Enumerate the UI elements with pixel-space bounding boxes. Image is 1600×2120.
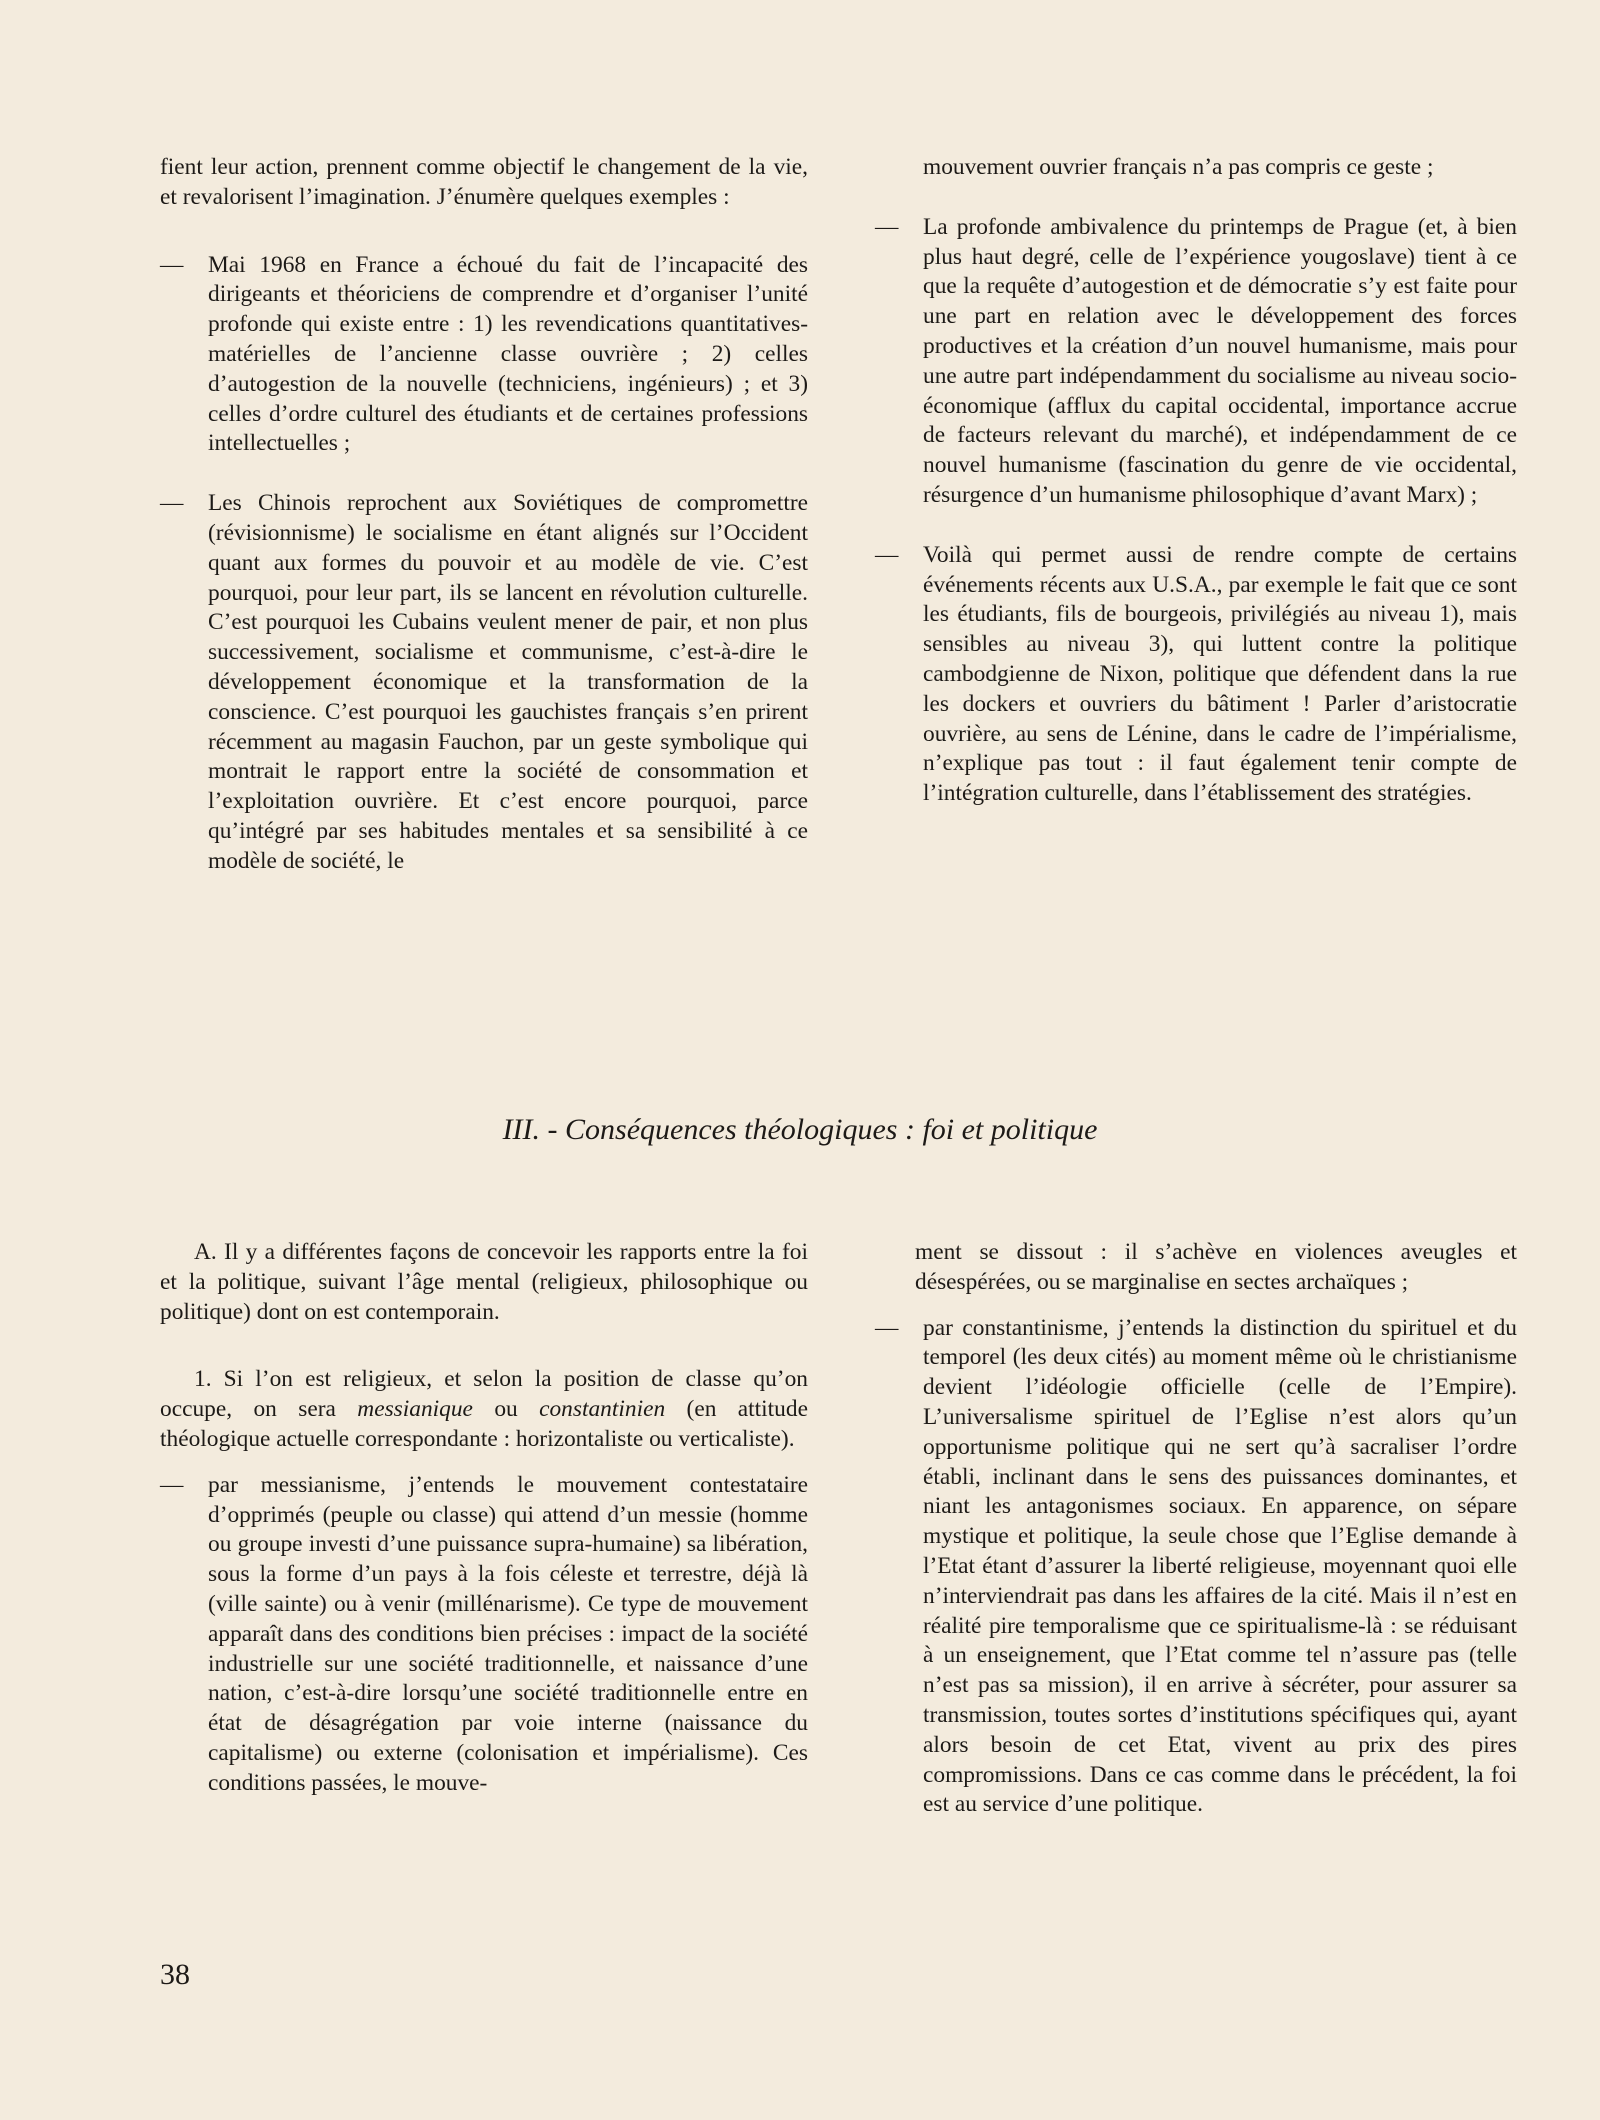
continuation-paragraph: mouvement ouvrier français n’a pas compris ce geste ; bbox=[923, 154, 1434, 180]
list-item bbox=[875, 541, 1517, 809]
word-ou: ou bbox=[494, 1396, 518, 1423]
bottom-right-column bbox=[875, 1238, 1517, 1820]
top-right-column bbox=[875, 153, 1517, 809]
list-item-text: La profonde ambivalence du printemps de Prague (et, à bien plus haut degré, celle de l’expérience yougoslave) tient à ce que la requête d’autogestion et de démocratie s’y est faite pour une part en relation avec le développement des forces productives et la création d’un nouvel humanisme, mais pour une autre part indépendamment du socialisme au niveau socio-économique (afflux du capital occidental, importance accrue de facteurs relevant du marché), et indépendamment de ce nouvel humanisme (fascination du genre de vie occidental, résurgence d’un humanisme philosophique d’avant Marx) ; bbox=[923, 213, 1517, 508]
top-left-column bbox=[160, 153, 808, 877]
dash-marker: — bbox=[875, 541, 899, 568]
list-item-text: par messianisme, j’entends le mouvement contestataire d’opprimés (peuple ou classe) qui attend d’un messie (homme ou groupe investi d’une puissance supra-humaine) sa libération, sous la forme d’un pays à la fois céleste et terrestre, déjà là (ville sainte) ou à venir (millénarisme). Ce type de mouvement apparaît dans des conditions bien précises : impact de la société industrielle sur une société traditionnelle, et naissance d’une nation, c’est-à-dire lorsqu’une société traditionnelle entre en état de désagrégation par voie interne (naissance du capitalisme) ou externe (colonisation et impérialisme). Ces conditions passées, le mouve- bbox=[208, 1471, 808, 1796]
section-heading: III. - Conséquences théologiques : foi et politique bbox=[502, 1113, 1098, 1146]
list-item bbox=[160, 251, 808, 460]
list-item-text: par constantinisme, j’entends la distinction du spirituel et du temporel (les deux cités) au moment même où le christianisme devient l’idéologie officielle (celle de l’Empire). L’universalisme spirituel de l’Eglise n’est alors qu’un opportunisme politique qui ne sert qu’à sacraliser l’ordre établi, inclinant dans le sens des puissances dominantes, et niant les antagonismes sociaux. En apparence, on sépare mystique et politique, la seule chose que l’Eglise demande à l’Etat étant d’assurer la liberté religieuse, moyennant quoi elle n’interviendrait pas dans les affaires de la cité. Mais il n’est en réalité pire temporalisme que ce spiritualisme-là : se réduisant à un enseignement, que l’Etat comme tel n’assure pas (telle n’est pas sa mission), il en arrive à sécréter, pour assurer sa transmission, toutes sortes d’institutions spécifiques qui, ayant alors besoin de cet Etat, vivent au prix des pires compromissions. Dans ce cas comme dans le précédent, la foi est au service d’une politique. bbox=[923, 1314, 1517, 1818]
term-constantinien: constantinien bbox=[539, 1396, 666, 1423]
list-item-text: Les Chinois reprochent aux Soviétiques de compromettre (révisionnisme) le socialisme en étant alignés sur l’Occident quant aux formes du pouvoir et au modèle de vie. C’est pourquoi, pour leur part, ils se lancent en révolution culturelle. C’est pourquoi les Cubains veulent mener de pair, et non plus successivement, socialisme et communisme, c’est-à-dire le développement économique et la transformation de la conscience. C’est pourquoi les gauchistes français s’en prirent récemment au magasin Fauchon, par un geste symbolique qui montrait le rapport entre la société de consommation et l’exploitation ouvrière. Et c’est encore pourquoi, parce qu’intégré par ses habitudes mentales et sa sensibilité à ce modèle de société, le bbox=[208, 490, 808, 874]
paragraph-1-start: 1. Si l’on est religieux, et selon la position de classe qu’on occupe, on sera bbox=[160, 1366, 808, 1423]
paragraph-1-end: (en attitude théologique actuelle correspondante : horizontaliste ou verticaliste). bbox=[160, 1396, 808, 1452]
intro-paragraph: fient leur action, prennent comme objectif le changement de la vie, et revalorisent l’imagination. J’énumère quelques exemples : bbox=[160, 154, 808, 210]
continuation-paragraph: ment se dissout : il s’achève en violences aveugles et désespérées, ou se marginalise en sectes archaïques ; bbox=[915, 1239, 1517, 1295]
list-item bbox=[160, 489, 808, 876]
dash-marker: — bbox=[160, 490, 184, 517]
term-messianique: messianique bbox=[357, 1396, 473, 1423]
dash-marker: — bbox=[160, 251, 184, 278]
paragraph-a: A. Il y a différentes façons de concevoir les rapports entre la foi et la politique, suivant l’âge mental (religieux, philosophique ou politique) dont on est contemporain. bbox=[160, 1239, 808, 1325]
list-item bbox=[875, 1314, 1517, 1821]
page-number: 38 bbox=[160, 1958, 190, 1991]
dash-marker: — bbox=[875, 1314, 899, 1341]
bottom-left-column bbox=[160, 1238, 808, 1799]
list-item bbox=[875, 213, 1517, 511]
list-item-text: Voilà qui permet aussi de rendre compte de certains événements récents aux U.S.A., par exemple le fait que ce sont les étudiants, fils de bourgeois, privilégiés au niveau 1), mais sensibles au niveau 3), qui luttent contre la politique cambodgienne de Nixon, politique que défendent dans la rue les dockers et ouvriers du bâtiment ! Parler d’aristocratie ouvrière, au sens de Lénine, dans le cadre de l’impérialisme, n’explique pas tout : il faut également tenir compte de l’intégration culturelle, dans l’établissement des stratégies. bbox=[923, 541, 1517, 807]
dash-marker: — bbox=[160, 1471, 184, 1498]
paragraph-1 bbox=[160, 1365, 808, 1454]
dash-marker: — bbox=[875, 213, 899, 240]
list-item-text: Mai 1968 en France a échoué du fait de l’incapacité des dirigeants et théoriciens de comprendre et d’organiser l’unité profonde qui existe entre : 1) les revendications quantitatives-matérielles de l’ancienne classe ouvrière ; 2) celles d’autogestion de la nouvelle (techniciens, ingénieurs) ; et 3) celles d’ordre culturel des étudiants et de certaines professions intellectuelles ; bbox=[208, 251, 808, 457]
list-item bbox=[160, 1471, 808, 1799]
